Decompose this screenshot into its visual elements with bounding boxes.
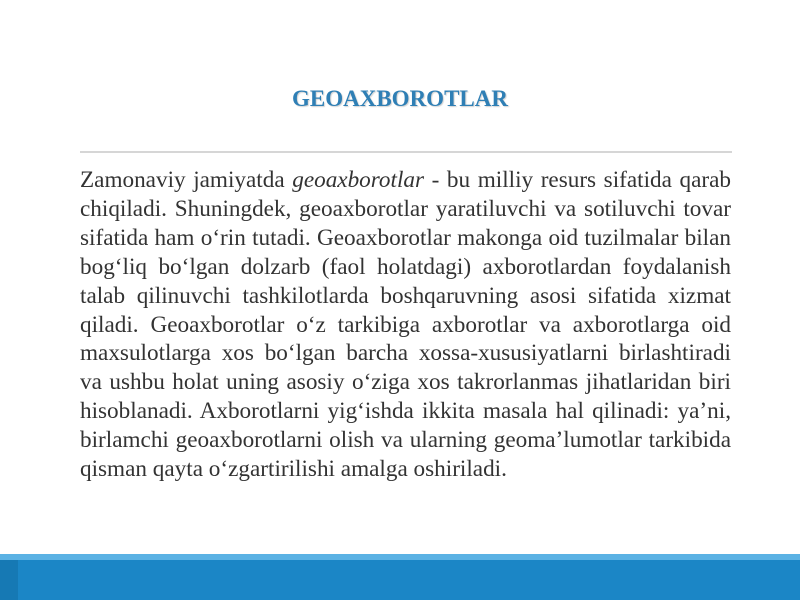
paragraph-rest: - bu milliy resurs sifatida qarab chiqiladi. Shuningdek, geoaxborotlar yaratiluvchi va sotiluvchi tovar sifatida ham o‘rin tutadi. Geoaxborotlar makonga oid tuzilmalar bilan bog‘liq bo‘lgan dolzarb (faol holatdagi) axborotlardan foydalanish talab qilinuvchi tashkilotlarda boshqaruvning asosi sifatida xizmat qiladi. Geoaxborotlar o‘z tarkibiga axborotlar va axborotlarga oid maxsulotlarga xos bo‘lgan barcha xossa-xususiyatlarni birlashtiradi va ushbu holat uning asosiy o‘ziga xos takrorlanmas jihatlaridan biri hisoblanadi. Axborotlarni yig‘ishda ikkita masala hal qilinadi: ya’ni, birlamchi geoaxborotlarni olish va ularning geoma’lumotlar tarkibida qisman qayta o‘zgartirilishi amalga oshiriladi. bbox=[80, 167, 731, 483]
paragraph-lead: Zamonaviy jamiyatda bbox=[80, 167, 293, 193]
footer-tab bbox=[0, 560, 18, 600]
slide-title: GEOAXBOROTLAR bbox=[292, 86, 508, 111]
body-paragraph bbox=[80, 166, 731, 484]
footer-band bbox=[0, 560, 800, 600]
title-divider bbox=[80, 151, 732, 153]
paragraph-emphasis: geoaxborotlar bbox=[292, 167, 425, 193]
